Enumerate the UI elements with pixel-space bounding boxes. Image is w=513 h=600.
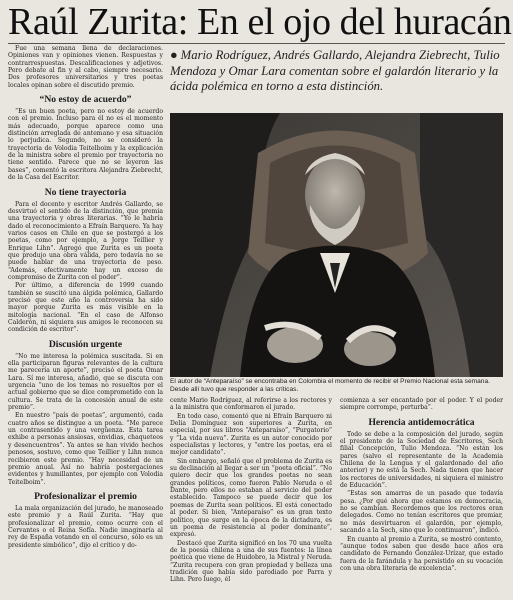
paragraph: Por último, a diferencia de 1999 cuando también se suscitó una álgida polémica, Gallardo precisó que este año la controversia ha sido mayor porque Zurita es más visible en la mitología nacional. “En el caso de Alfonso Calderón, ni siquiera sus amigos le reconocen su condición de escritor”. [8,282,163,334]
paragraph: Para el docente y escritor Andrés Gallardo, se desvirtuó el sentido de la distinción, que premia una trayectoria y obras literarias. “Yo le habría dado el reconocimiento a Efraín Barquero. Ya hay varios casos en Chile en que se postergó a los poetas, como por ejemplo, a Jorge Teillier y Enrique Lihn”. Agregó que Zurita es un poeta que produjo una obra válida, pero todavía no se puede hablar de una trayectoria de peso. “Además, efectivamente hay un exceso de compromiso de Zurita con el poder”. [8,200,163,281]
column-middle [170,397,332,584]
bullet-icon: ● [170,48,178,62]
paragraph: “No me interesa la polémica suscitada. Si en ella participaran figuras relevantes de la cultura me parecería un aporte”, precisó el poeta Omar Lara. Sí me interesa, añadió, que se discuta con urgencia “uno de los temas no resueltos por el actual gobierno que se dice comprometido con la cultura. Se trata de la concesión anual de este premio”. [8,352,163,412]
paragraph: En nuestro “país de poetas”, argumentó, cada cuatro años se distingue a un poeta. “Me parece un contrasentido y una vergüenza. Esta tarea exhibe a personas ansiosas, envidias, chaqueteos y desencuentros”. Ya antes se han vivido hechos penosos, sostuvo, como que Teillier y Lihn nunca recibieron este premio. “Hay necesidad de un premio anual. Así no habría postergaciones evidentes y humillantes, por ejemplo con Volodia Teitelboim”. [8,412,163,486]
column-right [340,397,503,572]
author-photo [170,113,503,377]
title-rule [8,43,505,44]
intro-paragraph: Fue una semana llena de declaraciones. Opiniones van y opiniones vienen. Respuestas y contrarrespuestas. Descalificaciones y adjetivos. Pero debate al fin y al cabo, siempre necesario. Dos profesores universitarios y tres poetas locales opinan sobre el discutido premio. [8,45,163,89]
headline: Raúl Zurita: En el ojo del huracán [8,1,512,43]
paragraph: comienza a ser encantado por el poder. Y el poder siempre corrompe, perturba”. [340,397,503,412]
subhead-herencia: Herencia antidemocrática [368,416,475,428]
paragraph: “Es un buen poeta, pero no estoy de acuerdo con el premio. Incluso para él no es el momento más adecuado, porque aparece como una distinción arreglada de antemano y esa situación lo perjudica. Segundo, no se consideró la trayectoria de Volodia Teitelboim y la explicación de la ministra sobre el premio por trayectoria no tiene sentido. Parece que no se leyeron las bases”, comentó la escritora Alejandra Ziebrecht, de la Casa del Escritor. [8,108,163,182]
paragraph: Todo se debe a la composición del jurado, según el presidente de la Sociedad de Escritores, Sech filial Concepción, Tulio Mendoza. “No están los pares (salvo el representante de la Academia Chilena de la Lengua y el galardonado del año anterior) y no está la Sech. Nada tienen que hacer los rectores de universidades, ni siquiera el ministro de Educación”. [340,430,503,490]
subhead-profesionalizar: Profesionalizar el premio [34,490,137,502]
subhead-no-estoy: “No estoy de acuerdo” [39,94,132,106]
column-left [8,45,163,549]
paragraph: Sin embargo, señaló que el problema de Zurita es su declinación al llegar a ser un “poeta oficial”. “No quiero decir que los grandes poetas no sean grandes políticos, como fueron Pablo Neruda o el Dante, pero ellos no estaban al servicio del poder establecido. Tampoco se puede decir que los poemas de Zurita sean políticos. El está conectado al poder. Si bien, “Anteparaíso” es un gran texto político, que surge en la época de la dictadura, es un poema de resistencia al poder dominante”, expresó. [170,457,332,539]
photo-caption: El autor de “Anteparaíso” se encontraba en Colombia el momento de recibir el Premio Nacional esta semana. Desde allí tuvo que responder a las críticas. [170,378,490,393]
subhead-discusion: Discusión urgente [48,338,123,350]
subhead-trayectoria: No tiene trayectoria [44,186,127,198]
paragraph: La mala organización del jurado, he manoseado este premio y a Raúl Zurita. “Hay que profesionalizar el premio, como ocurre con el Cervantes o el Reina Sofía. Nadie imaginaría al rey de España votando en el concurso, sólo es un presidente simbólico”, dijo el crítico y do- [8,504,163,549]
paragraph: Destacó que Zurita significó en los 70 una vuelta de la poesía chilena a una de sus fuentes: la línea poética que viene de Huidobro, la Mistral y Neruda. “Zurita recupera con gran propiedad y belleza una tradición que había sido parodiado por Parra y Lihn. Pero luego, él [170,539,332,584]
paragraph: En cuanto al premio a Zurita, se mostró contento, “aunque todos saben que desde hace años era candidato de Fernando González-Urízar, que estado fuera de la farándula y ha persistido en su vocación con una obra literaria de excelencia”. [340,535,503,572]
paragraph: cente Mario Rodríguez, al referirse a los rectores y a la ministra que conformaron el jurado. [170,397,332,412]
paragraph: En todo caso, comentó que ni Efraín Barquero ni Delia Domínguez son superiores a Zurita, en especial, por sus libros “Anteparaíso”, “Purgatorio” y “La vida nueva”. Zurita es un autor conocido por especialistas y lectores, y “entre los poetas, era el mejor candidato”. [170,412,332,457]
lead-text: Mario Rodríguez, Andrés Gallardo, Alejandra Ziebrecht, Tulio Mendoza y Omar Lara comentan sobre el galardón literario y la ácida polémica en torno a esta distinción. [170,48,500,93]
portrait-illustration [170,113,503,377]
lead-paragraph [170,48,506,95]
paragraph: “Estas son amarras de un pasado que todavía pesa. ¿Por qué ahora que estamos en democracia, no se cambian. Recordemos que los rectores eran delegados. Como no tenían escritores que premiar, no más desvirtuaron el galardón, por ejemplo, sacando a la Sech, sino que lo continuaron”, indicó. [340,490,503,535]
